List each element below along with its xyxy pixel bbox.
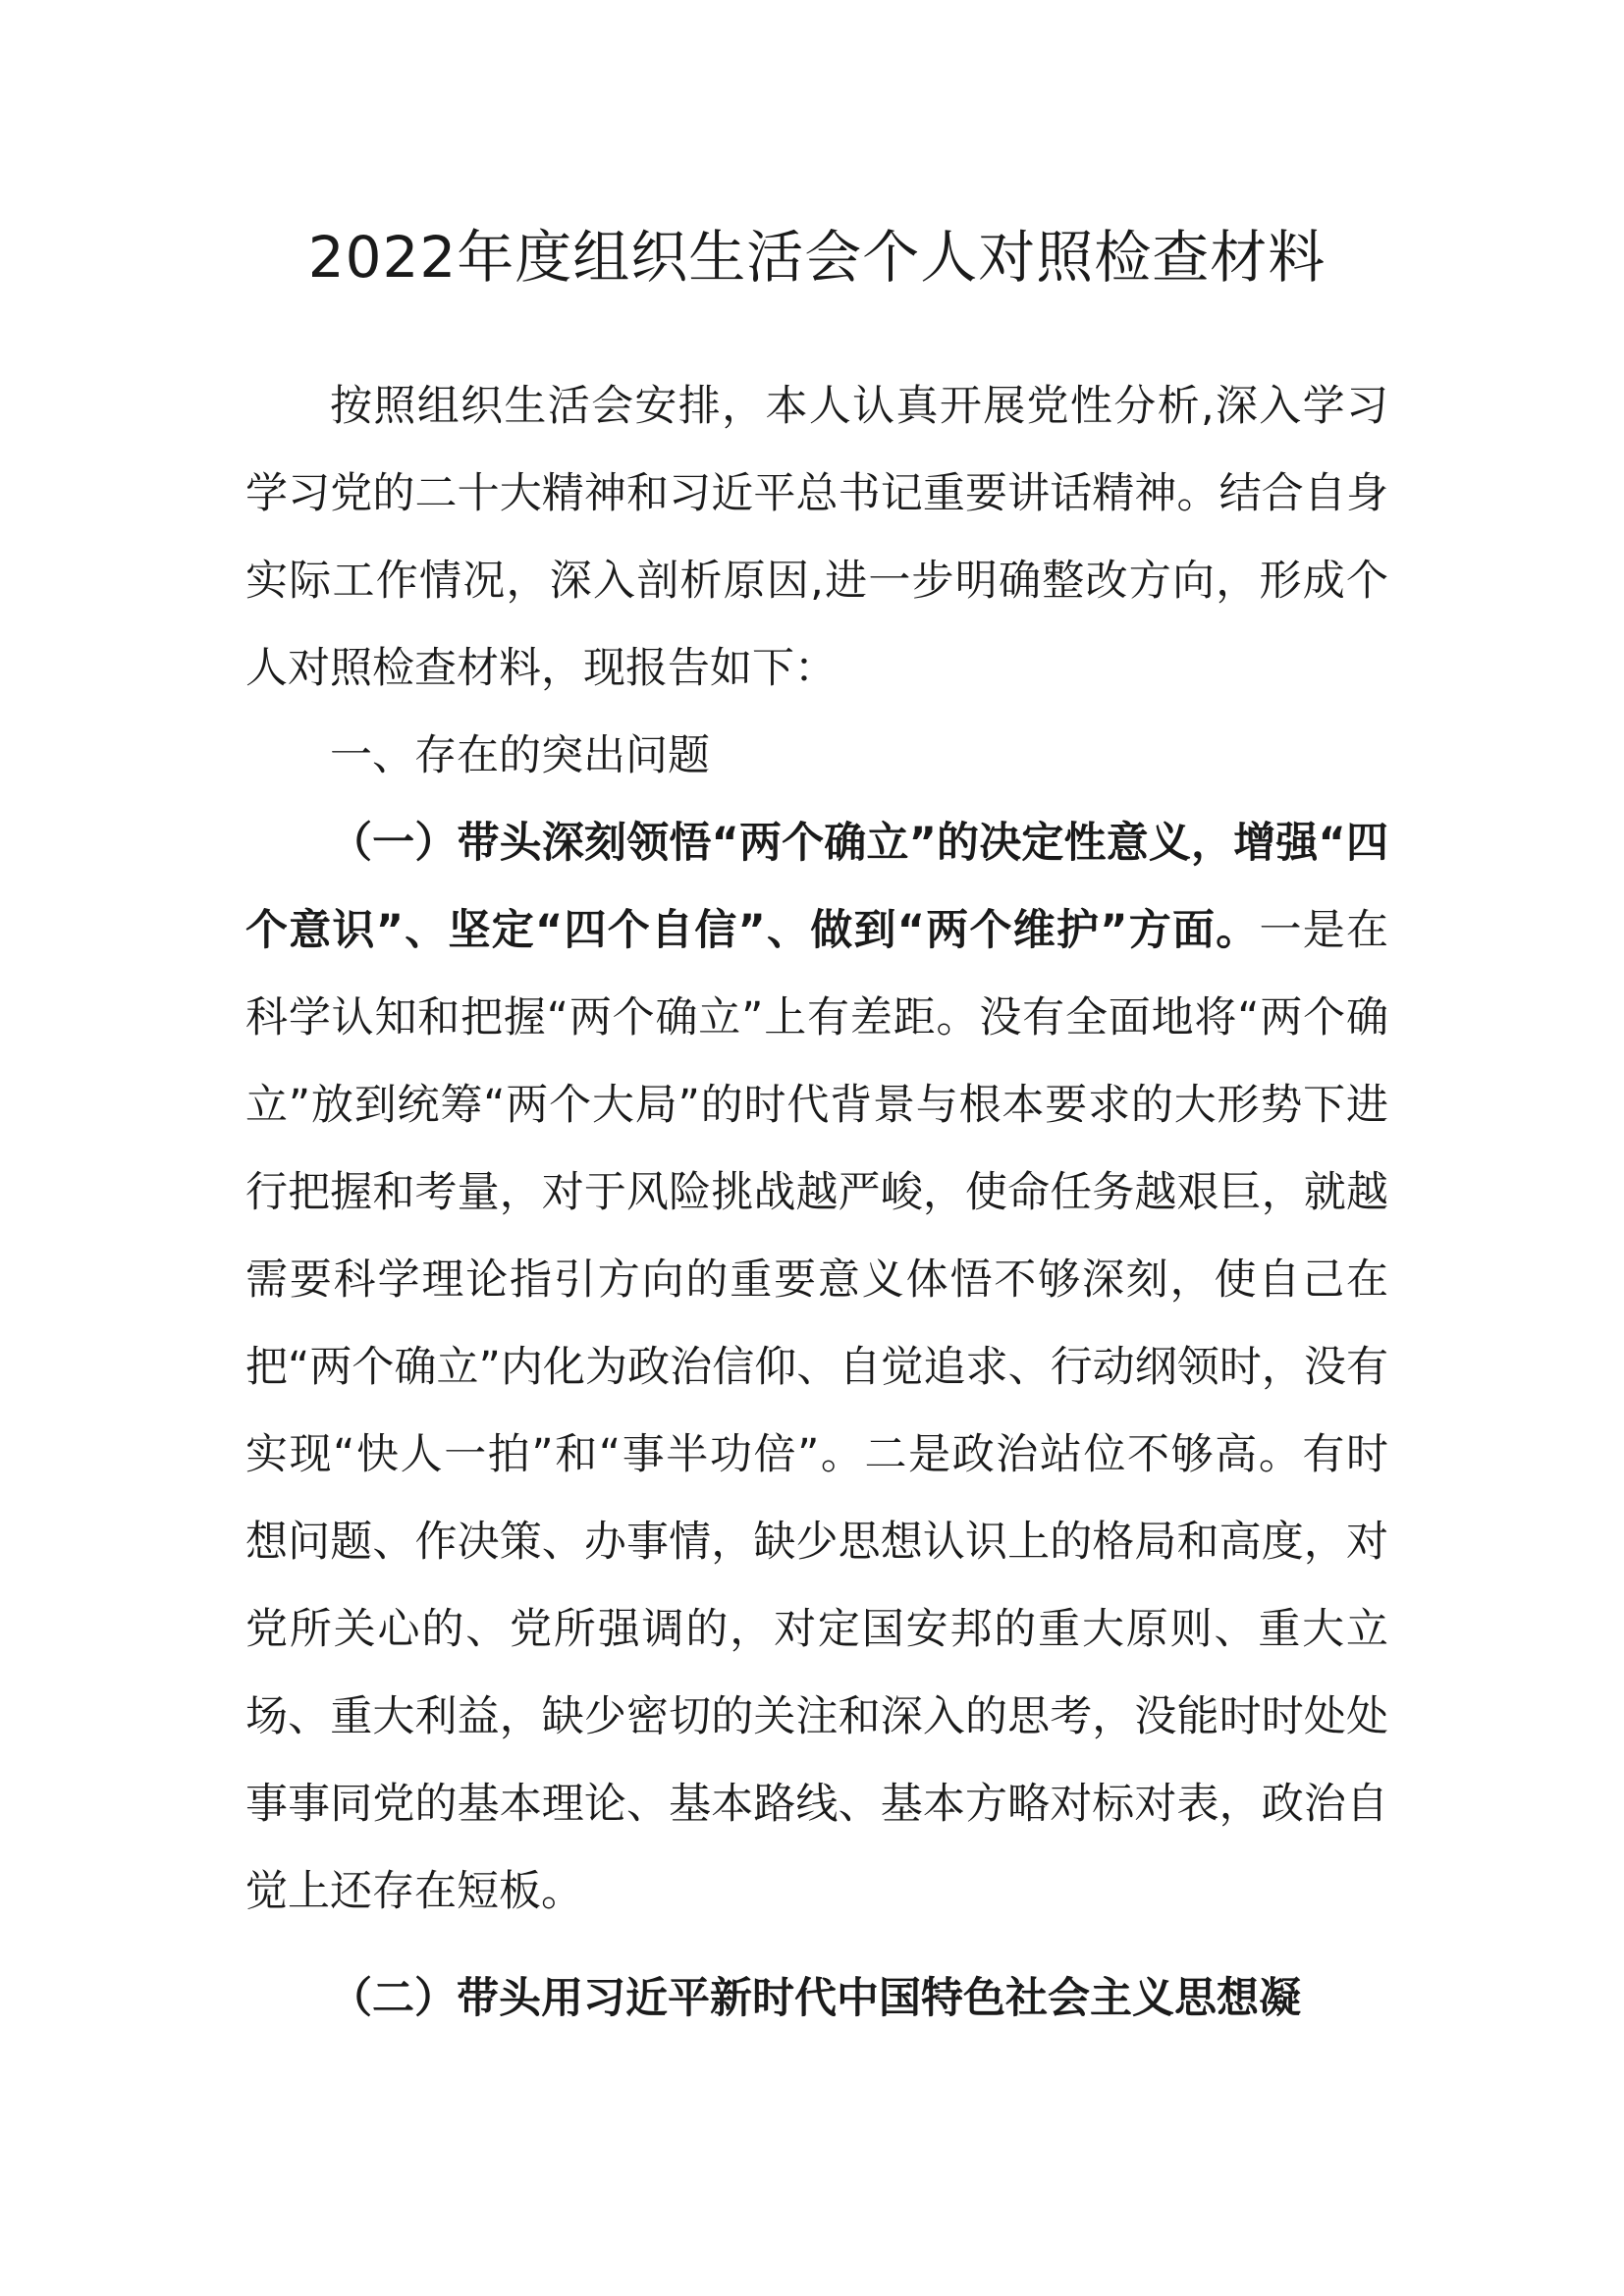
subsection-1-paragraph	[245, 800, 1388, 1936]
document-body	[245, 363, 1388, 2043]
document-title: 2022年度组织生活会个人对照检查材料	[307, 224, 1326, 291]
subsection-1-heading: （一）带头深刻领悟“两个确立”的决定性意义，增强“四个意识”、坚定“四个自信”、做到“两个维护”方面。	[245, 819, 1388, 955]
subsection-1-body: 一是在科学认知和把握“两个确立”上有差距。没有全面地将“两个确立”放到统筹“两个大局”的时代背景与根本要求的大形势下进行把握和考量，对于风险挑战越严峻，使命任务越艰巨，就越需要科学理论指引方向的重要意义体悟不够深刻，使自己在把“两个确立”内化为政治信仰、自觉追求、行动纲领时，没有实现“快人一拍”和“事半功倍”。二是政治站位不够高。有时想问题、作决策、办事情，缺少思想认识上的格局和高度，对党所关心的、党所强调的，对定国安邦的重大原则、重大立场、重大利益，缺少密切的关注和深入的思考，没能时时处处事事同党的基本理论、基本路线、基本方略对标对表，政治自觉上还存在短板。	[245, 906, 1388, 1916]
subsection-2-heading: （二）带头用习近平新时代中国特色社会主义思想凝	[330, 1974, 1301, 2023]
intro-paragraph: 按照组织生活会安排，本人认真开展党性分析,深入学习学习党的二十大精神和习近平总书记重要讲话精神。结合自身实际工作情况，深入剖析原因,进一步明确整改方向，形成个人对照检查材料，现报告如下：	[245, 382, 1388, 693]
paragraph-gap	[245, 1936, 1388, 1955]
section-1-heading: 一、存在的突出问题	[330, 731, 710, 780]
